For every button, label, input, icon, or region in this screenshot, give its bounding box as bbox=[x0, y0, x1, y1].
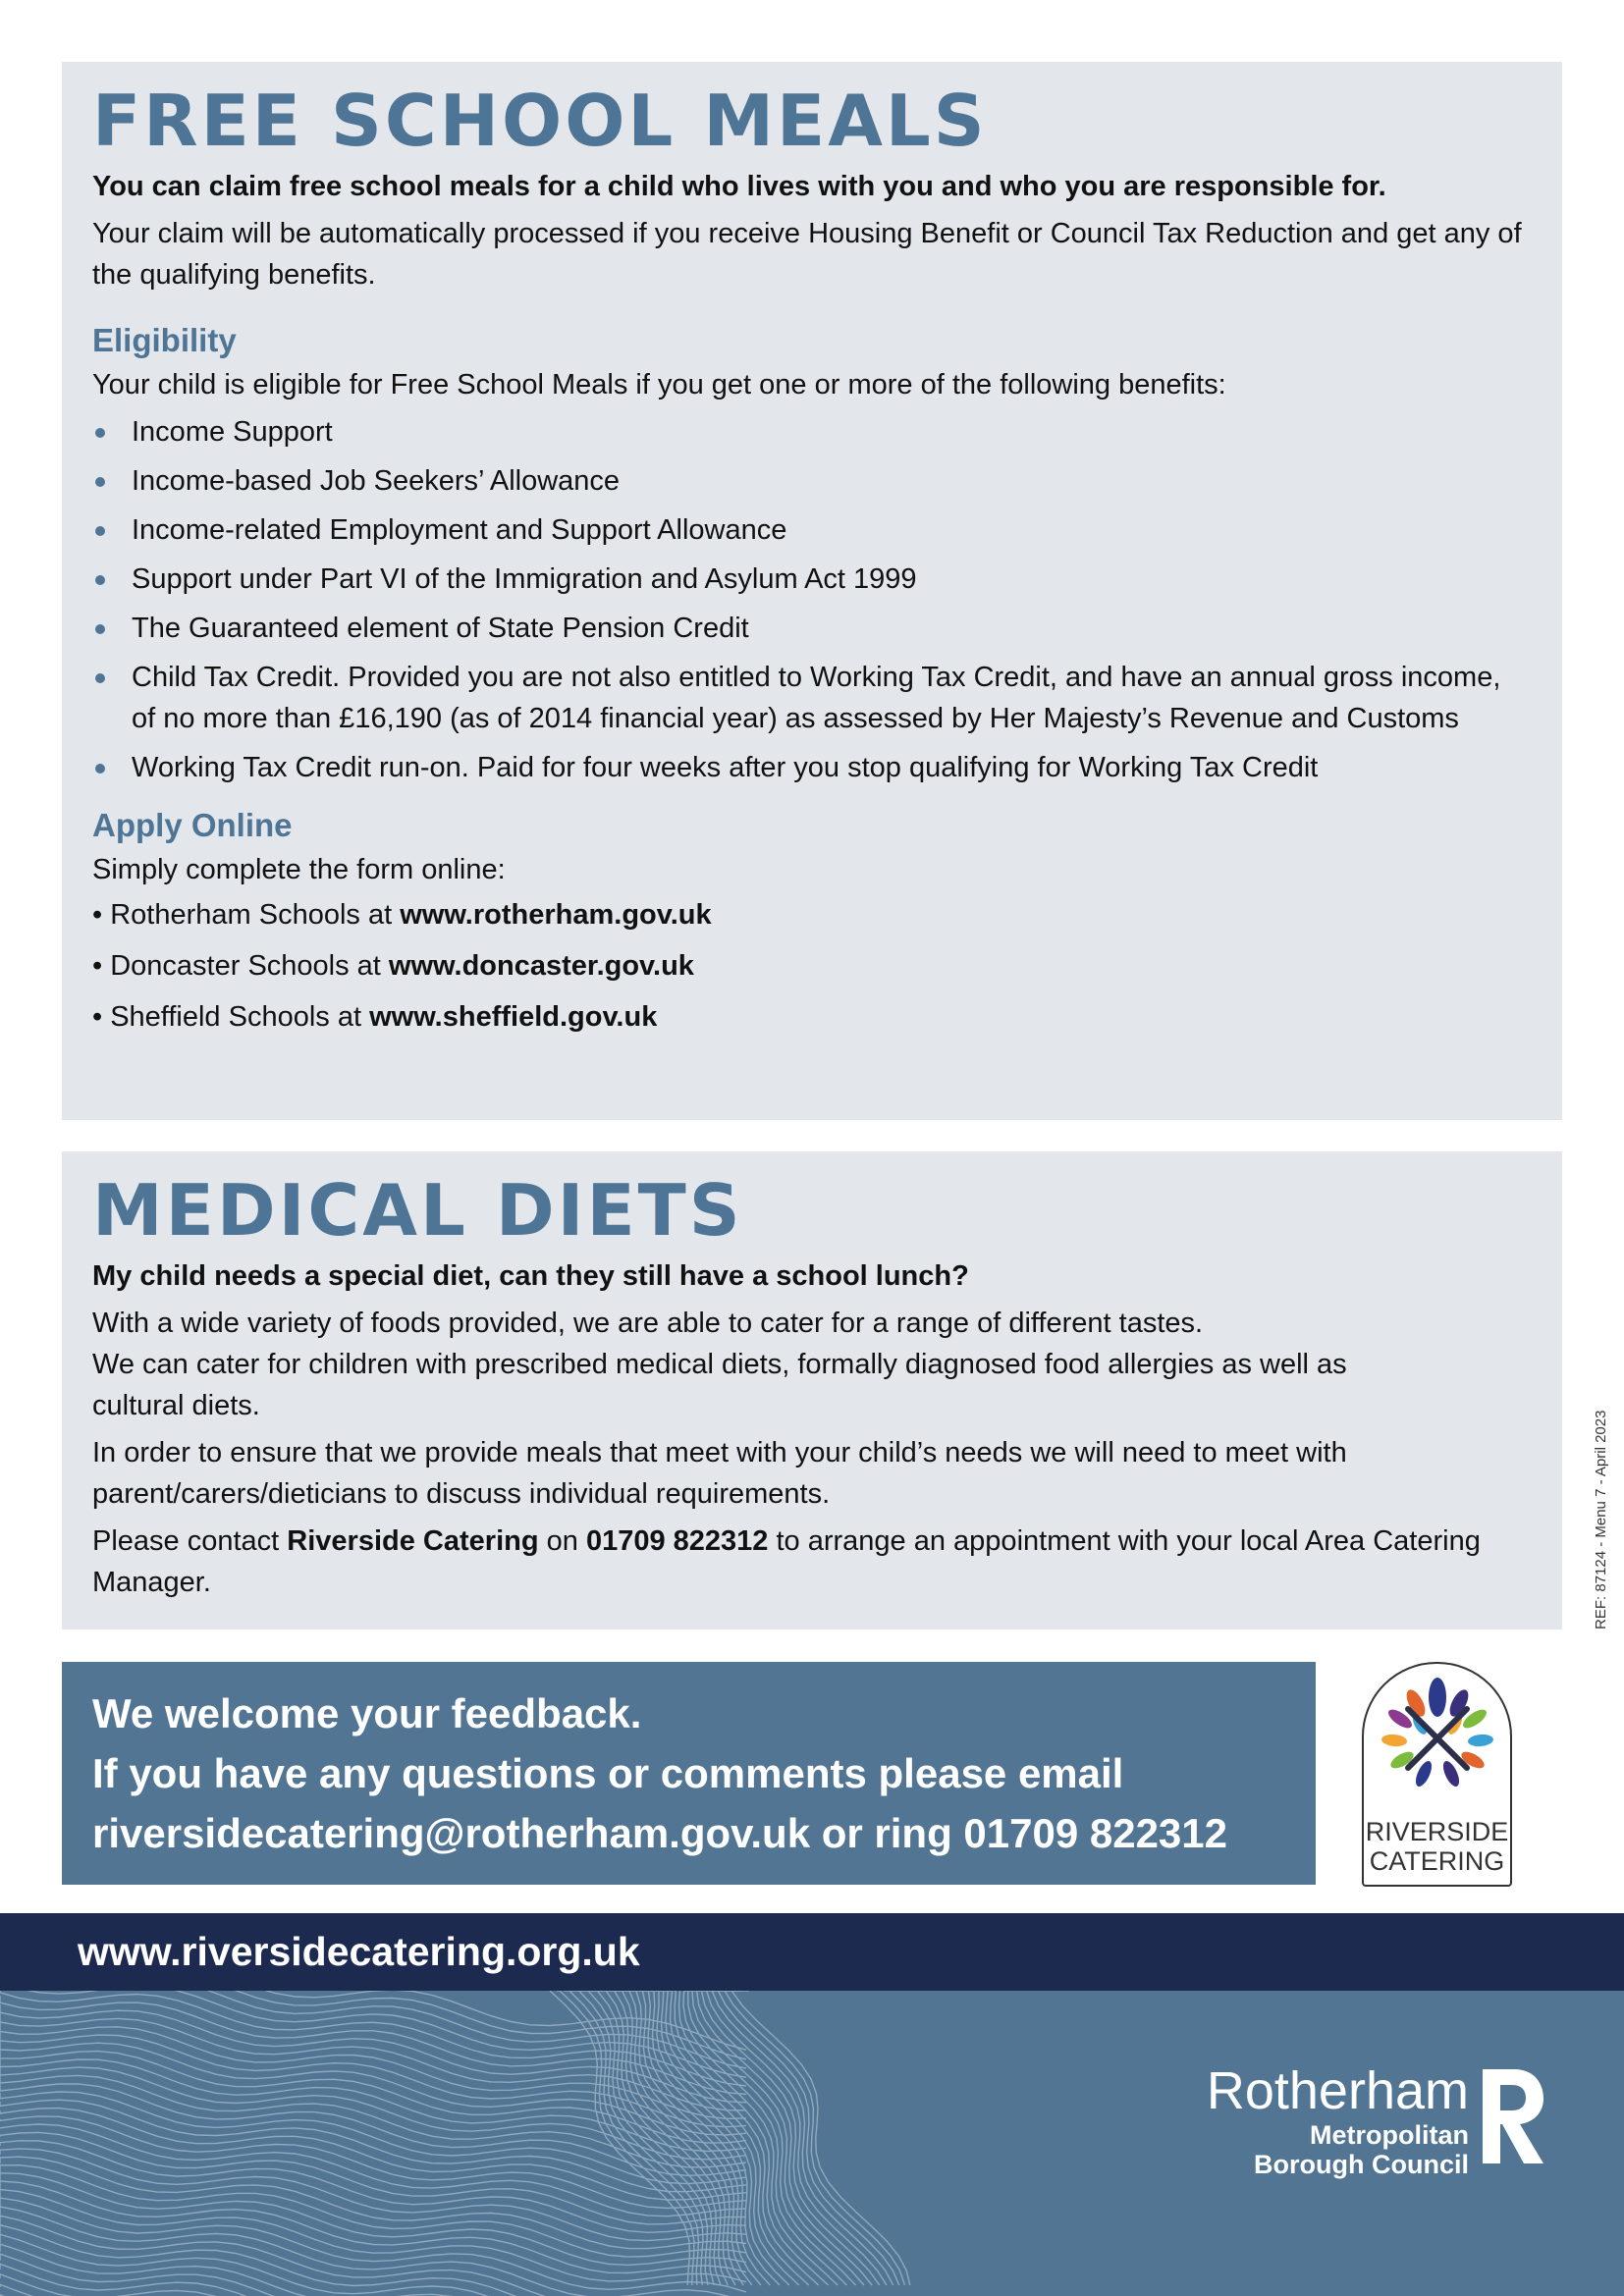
medical-diets-para1-line2: We can cater for children with prescribed medical diets, formally diagnosed food allergies as well as cultural diets. bbox=[92, 1349, 1347, 1421]
free-school-meals-title: FREE SCHOOL MEALS bbox=[92, 80, 988, 162]
benefit-item: Support under Part VI of the Immigration and Asylum Act 1999 bbox=[92, 559, 1532, 600]
site-label: • Sheffield Schools at bbox=[92, 1001, 370, 1033]
footer bbox=[0, 1991, 1624, 2296]
free-school-meals-lead: You can claim free school meals for a child who lives with you and who you are responsible for. bbox=[92, 171, 1386, 202]
reference-code: REF: 87124 - Menu 7 - April 2023 bbox=[1593, 1410, 1609, 1629]
benefits-list bbox=[92, 411, 1532, 788]
benefit-item: The Guaranteed element of State Pension Credit bbox=[92, 608, 1532, 649]
benefit-item: Working Tax Credit run-on. Paid for four weeks after you stop qualifying for Working Tax Credit bbox=[92, 747, 1532, 788]
free-school-meals-intro: Your claim will be automatically processed if you receive Housing Benefit or Council Tax Reduction and get any of the qualifying benefits. bbox=[92, 218, 1522, 291]
feedback-line-3[interactable]: riversidecatering@rotherham.gov.uk or ring 01709 822312 bbox=[92, 1810, 1228, 1856]
benefit-item: Income-related Employment and Support Allowance bbox=[92, 509, 1532, 551]
medical-diets-para1-line1: With a wide variety of foods provided, we are able to cater for a range of different tastes. bbox=[92, 1308, 1204, 1339]
leaf-cutlery-icon bbox=[1372, 1674, 1504, 1796]
sheffield-link[interactable]: www.sheffield.gov.uk bbox=[369, 1001, 658, 1033]
council-subtitle-2: Borough Council bbox=[1254, 2150, 1469, 2179]
free-school-meals-panel bbox=[62, 62, 1562, 1120]
phone-number[interactable]: 01709 822312 bbox=[585, 1525, 769, 1557]
eligibility-intro: Your child is eligible for Free School Meals if you get one or more of the following benefits: bbox=[92, 369, 1226, 400]
site-label: • Rotherham Schools at bbox=[92, 899, 401, 931]
medical-diets-title: MEDICAL DIETS bbox=[92, 1169, 743, 1252]
apply-sites-list bbox=[92, 894, 1532, 1038]
site-item-doncaster bbox=[92, 945, 1532, 987]
feedback-line-1: We welcome your feedback. bbox=[92, 1690, 642, 1736]
para3-text: to arrange an appointment with your local Area Catering Manager. bbox=[92, 1525, 1481, 1598]
site-label: • Doncaster Schools at bbox=[92, 950, 389, 982]
medical-diets-panel bbox=[62, 1151, 1562, 1629]
apply-online-heading: Apply Online bbox=[92, 807, 293, 843]
council-subtitle-1: Metropolitan bbox=[1310, 2120, 1469, 2150]
benefit-item: Child Tax Credit. Provided you are not also entitled to Working Tax Credit, and have an annual gross income, of no more than £16,190 (as of 2014 financial year) as assessed by Her Majesty’s Revenue and Customs bbox=[92, 657, 1532, 739]
eligibility-heading: Eligibility bbox=[92, 322, 237, 358]
medical-diets-para3 bbox=[92, 1521, 1487, 1603]
medical-diets-question: My child needs a special diet, can they still have a school lunch? bbox=[92, 1260, 969, 1292]
website-bar bbox=[0, 1913, 1624, 1991]
feedback-panel bbox=[62, 1662, 1316, 1885]
rotherham-link[interactable]: www.rotherham.gov.uk bbox=[400, 899, 712, 931]
doncaster-link[interactable]: www.doncaster.gov.uk bbox=[388, 950, 694, 982]
medical-diets-para2: In order to ensure that we provide meals that meet with your child’s needs we will need to meet with parent/carers/dieticians to discuss individual requirements. bbox=[92, 1437, 1347, 1510]
rotherham-r-icon bbox=[1479, 2067, 1545, 2165]
benefit-item: Income Support bbox=[92, 411, 1532, 453]
riverside-catering-name: Riverside Catering bbox=[287, 1525, 539, 1557]
site-item-sheffield bbox=[92, 996, 1532, 1038]
site-item-rotherham bbox=[92, 894, 1532, 935]
feedback-line-2: If you have any questions or comments please email bbox=[92, 1750, 1124, 1796]
riverside-catering-logo bbox=[1362, 1662, 1512, 1887]
para3-text: on bbox=[538, 1525, 586, 1557]
website-link[interactable]: www.riversidecatering.org.uk bbox=[78, 1929, 640, 1974]
para3-text: Please contact bbox=[92, 1525, 288, 1557]
benefit-item: Income-based Job Seekers’ Allowance bbox=[92, 460, 1532, 502]
logo-text-riverside: RIVERSIDE bbox=[1365, 1817, 1509, 1846]
apply-online-intro: Simply complete the form online: bbox=[92, 854, 506, 885]
council-name: Rotherham bbox=[1206, 2061, 1469, 2120]
logo-text-catering: CATERING bbox=[1369, 1846, 1505, 1876]
